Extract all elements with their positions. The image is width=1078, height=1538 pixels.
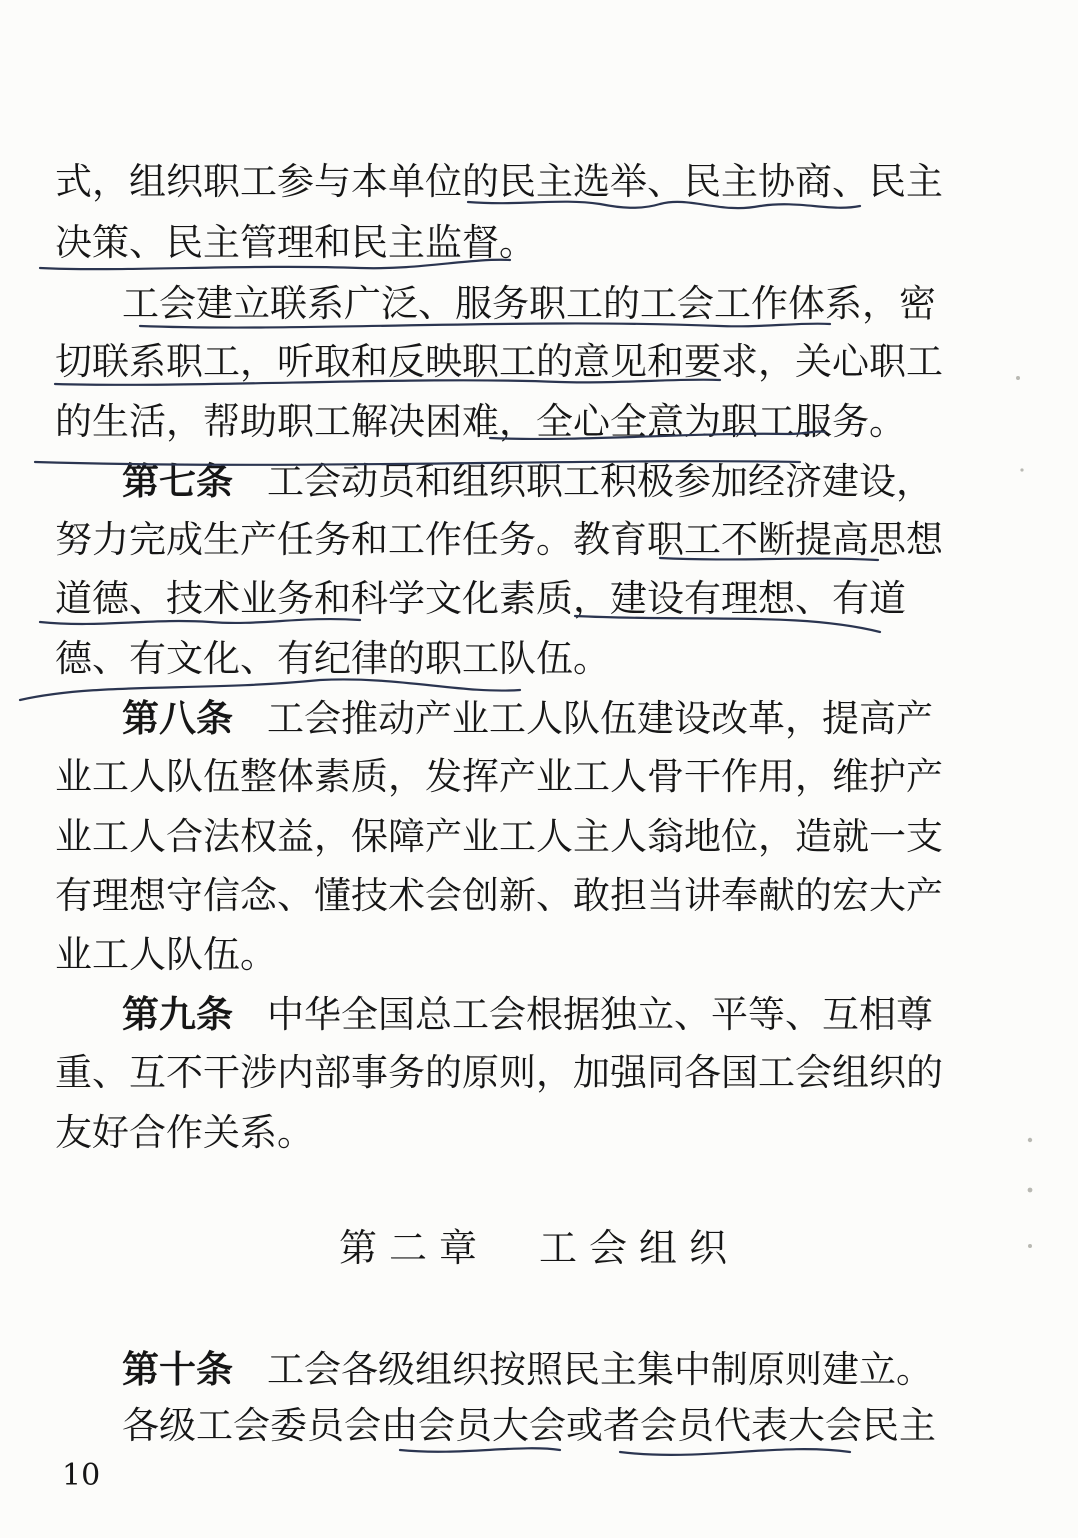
underline-mark xyxy=(55,380,720,385)
article-8: 第八条 工会推动产业工人队伍建设改革，提高产 xyxy=(122,696,933,740)
underline-mark xyxy=(468,202,860,208)
text-line: 切联系职工，听取和反映职工的意见和要求，关心职工 xyxy=(55,340,943,383)
scan-speck xyxy=(1028,1188,1033,1193)
text-line: 式，组织职工参与本单位的民主选举、民主协商、民主 xyxy=(55,160,943,203)
text-line: 业工人队伍整体素质，发挥产业工人骨干作用，维护产 xyxy=(55,755,943,798)
text-line: 业工人合法权益，保障产业工人主人翁地位，造就一支 xyxy=(55,815,943,858)
page-number: 10 xyxy=(62,1458,101,1493)
text-line: 德、有文化、有纪律的职工队伍。 xyxy=(55,637,610,680)
article-9: 第九条 中华全国总工会根据独立、平等、互相尊 xyxy=(122,992,933,1036)
underline-mark xyxy=(40,619,360,624)
text-line: 努力完成生产任务和工作任务。教育职工不断提高思想 xyxy=(55,518,943,561)
article-heading: 第十条 xyxy=(122,1347,233,1391)
underline-mark xyxy=(40,260,510,269)
underline-mark xyxy=(620,1449,850,1455)
underline-mark xyxy=(660,558,878,560)
underline-mark xyxy=(400,1448,560,1451)
underline-mark xyxy=(35,461,800,465)
paragraph-start: 工会建立联系广泛、服务职工的工会工作体系，密 xyxy=(122,282,936,325)
scan-speck xyxy=(1016,376,1020,380)
underline-mark xyxy=(140,323,830,327)
article-7: 第七条 工会动员和组织职工积极参加经济建设， xyxy=(122,459,933,503)
underline-mark xyxy=(575,616,880,632)
text-line: 有理想守信念、懂技术会创新、敢担当讲奉献的宏大产 xyxy=(55,874,943,917)
article-heading: 第九条 xyxy=(122,992,233,1036)
underline-mark xyxy=(490,431,825,439)
text-line: 决策、民主管理和民主监督。 xyxy=(55,221,536,264)
text-line: 道德、技术业务和科学文化素质，建设有理想、有道 xyxy=(55,577,906,620)
article-10: 第十条 工会各级组织按照民主集中制原则建立。 xyxy=(122,1347,933,1391)
scan-speck xyxy=(1020,468,1023,471)
text-line: 的生活，帮助职工解决困难，全心全意为职工服务。 xyxy=(55,400,906,443)
article-heading: 第七条 xyxy=(122,459,233,503)
text-line: 业工人队伍。 xyxy=(55,933,277,976)
paragraph-start: 各级工会委员会由会员大会或者会员代表大会民主 xyxy=(122,1404,936,1447)
underline-mark xyxy=(20,679,520,700)
text-line: 友好合作关系。 xyxy=(55,1111,314,1154)
scan-speck xyxy=(1028,1138,1032,1142)
chapter-heading: 第二章 工会组织 xyxy=(338,1226,739,1270)
text-line: 重、互不干涉内部事务的原则，加强同各国工会组织的 xyxy=(55,1051,943,1094)
article-heading: 第八条 xyxy=(122,696,233,740)
scan-speck xyxy=(1028,1244,1032,1248)
